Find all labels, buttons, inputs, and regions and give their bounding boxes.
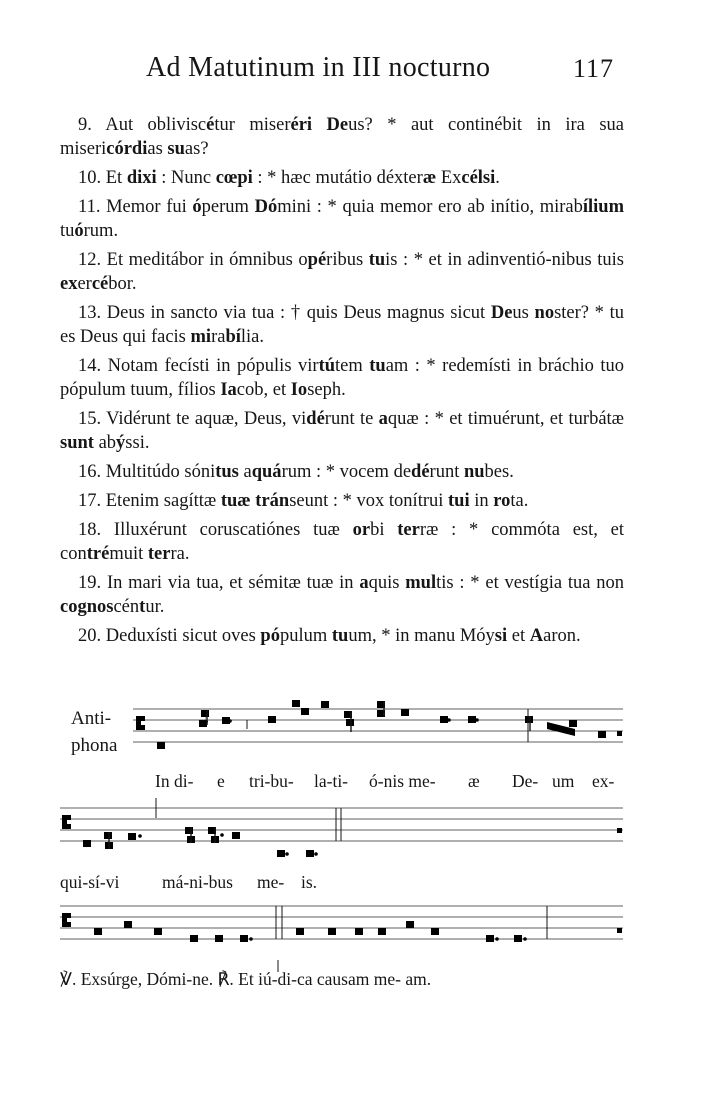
clef (136, 716, 141, 730)
neume-note (440, 716, 448, 723)
lyric-syllable: um (552, 771, 575, 791)
verse-number: 17. (78, 491, 106, 511)
psalm-verse: 18. Illuxérunt coruscatiónes tuæ orbi terræ : * commóta est, et contrémuit terra. (60, 520, 624, 564)
neume-note (232, 832, 240, 839)
psalm-verse: 15. Vidérunt te aquæ, Deus, vidérunt te aquæ : * et timuérunt, et turbátæ sunt abýssi. (60, 409, 625, 453)
verse-number: 12. (78, 250, 107, 270)
neume-note (321, 701, 329, 708)
neume-note (328, 928, 336, 935)
lyric-syllable: De- (512, 771, 539, 791)
verse-number: 13. (78, 303, 107, 323)
neume-note (355, 928, 363, 935)
verse-number: 10. (78, 168, 106, 188)
verse-number: 18. (78, 520, 114, 540)
neume-note (157, 742, 165, 749)
neume-note (240, 935, 248, 942)
neume-note (185, 827, 193, 834)
verse-number: 15. (78, 409, 107, 429)
neume-note (486, 935, 494, 942)
mora-dot (228, 719, 232, 723)
antiphon-label-line1: Anti- (71, 708, 112, 729)
clef (67, 922, 71, 927)
neume-note (401, 709, 409, 716)
neume-note (104, 832, 112, 839)
neume-note (598, 731, 606, 738)
clef (141, 716, 145, 721)
psalm-verse: 20. Deduxísti sicut oves pópulum tuum, * in manu Móysi et Aaron. (78, 626, 581, 646)
neume-note (525, 716, 533, 723)
neume-note (190, 935, 198, 942)
lyric-syllable: is. (301, 872, 318, 892)
neume-note (468, 716, 476, 723)
psalm-verse: 19. In mari via tua, et sémitæ tuæ in aquis multis : * et vestígia tua non cognoscéntur. (60, 573, 624, 617)
lyric-syllable: ó-nis me- (369, 771, 436, 791)
clef (62, 913, 67, 927)
page-number: 117 (573, 54, 615, 83)
mora-dot (523, 937, 527, 941)
neume-note (94, 928, 102, 935)
neume-note (124, 921, 132, 928)
verse-number: 20. (78, 626, 106, 646)
custos (617, 731, 622, 736)
neume-note (83, 840, 91, 847)
neume-note (406, 921, 414, 928)
running-title: Ad Matutinum in III nocturno (146, 52, 491, 83)
versicle-response: ℣. Exsúrge, Dómi-ne. ℟. Et iú-di-ca causam me- am. (60, 969, 432, 989)
psalm-verse: 13. Deus in sancto via tua : † quis Deus magnus sicut Deus noster? * tu es Deus qui facis mirabília. (60, 303, 624, 347)
neume-note (215, 935, 223, 942)
flat-sign: ♭ (204, 716, 209, 727)
mora-dot (285, 852, 289, 856)
psalm-verse: 12. Et meditábor in ómnibus opéribus tuis : * et in adinventió-nibus tuis exercébor. (60, 250, 624, 294)
clef (67, 913, 71, 918)
lyric-syllable: æ (468, 771, 480, 791)
psalm-verse: 17. Etenim sagíttæ tuæ tránseunt : * vox tonítrui tui in rota. (78, 491, 529, 511)
mora-dot (314, 852, 318, 856)
psalm-verse: 11. Memor fui óperum Dómini : * quia memor ero ab inítio, mirabílium tuórum. (60, 197, 624, 241)
neume-note (296, 928, 304, 935)
mora-dot (475, 718, 479, 722)
lyric-syllable: In di- (155, 771, 194, 791)
neume-note (268, 716, 276, 723)
verse-number: 14. (78, 356, 108, 376)
verse-number: 16. (78, 462, 106, 482)
verse-number: 11. (78, 197, 107, 217)
neume-note (569, 720, 577, 727)
mora-dot (495, 937, 499, 941)
neume-note (346, 719, 354, 726)
lyric-syllable: tri-bu- (249, 771, 294, 791)
custos (617, 928, 622, 933)
psalm-verse: 10. Et dixi : Nunc cœpi : * hæc mutátio déxteræ Excélsi. (78, 168, 500, 188)
lyric-syllable: la-ti- (314, 771, 349, 791)
psalm-verse: 16. Multitúdo sónitus aquárum : * vocem dedérunt nubes. (78, 462, 514, 482)
clef (141, 725, 145, 730)
antiphon-label-line2: phona (71, 735, 118, 756)
lyric-syllable: má-ni-bus (162, 872, 233, 892)
clef (62, 815, 67, 829)
custos (617, 828, 622, 833)
clef (67, 824, 71, 829)
lyric-syllable: ex- (592, 771, 615, 791)
neume-note (154, 928, 162, 935)
neume-note (306, 850, 314, 857)
neume-note (378, 928, 386, 935)
neume-note (292, 700, 300, 707)
mora-dot (249, 937, 253, 941)
neume-note (277, 850, 285, 857)
neume-note (431, 928, 439, 935)
psalm-verse: 9. Aut obliviscétur miseréri Deus? * aut continébit in ira sua misericórdias suas? (60, 115, 624, 159)
lyric-syllable: e (217, 771, 225, 791)
verse-number: 19. (78, 573, 107, 593)
clef (67, 815, 71, 820)
lyric-syllable: me- (257, 872, 285, 892)
mora-dot (138, 834, 142, 838)
neume-note (128, 833, 136, 840)
neume-note (514, 935, 522, 942)
mora-dot (447, 718, 451, 722)
lyric-syllable: qui-sí-vi (60, 872, 120, 892)
neume-note (301, 708, 309, 715)
psalm-verse: 14. Notam fecísti in pópulis virtútem tuam : * redemísti in bráchio tuo pópulum tuum, fílios Iacob, et Ioseph. (60, 356, 624, 400)
mora-dot (220, 833, 224, 837)
verse-number: 9. (78, 115, 106, 135)
